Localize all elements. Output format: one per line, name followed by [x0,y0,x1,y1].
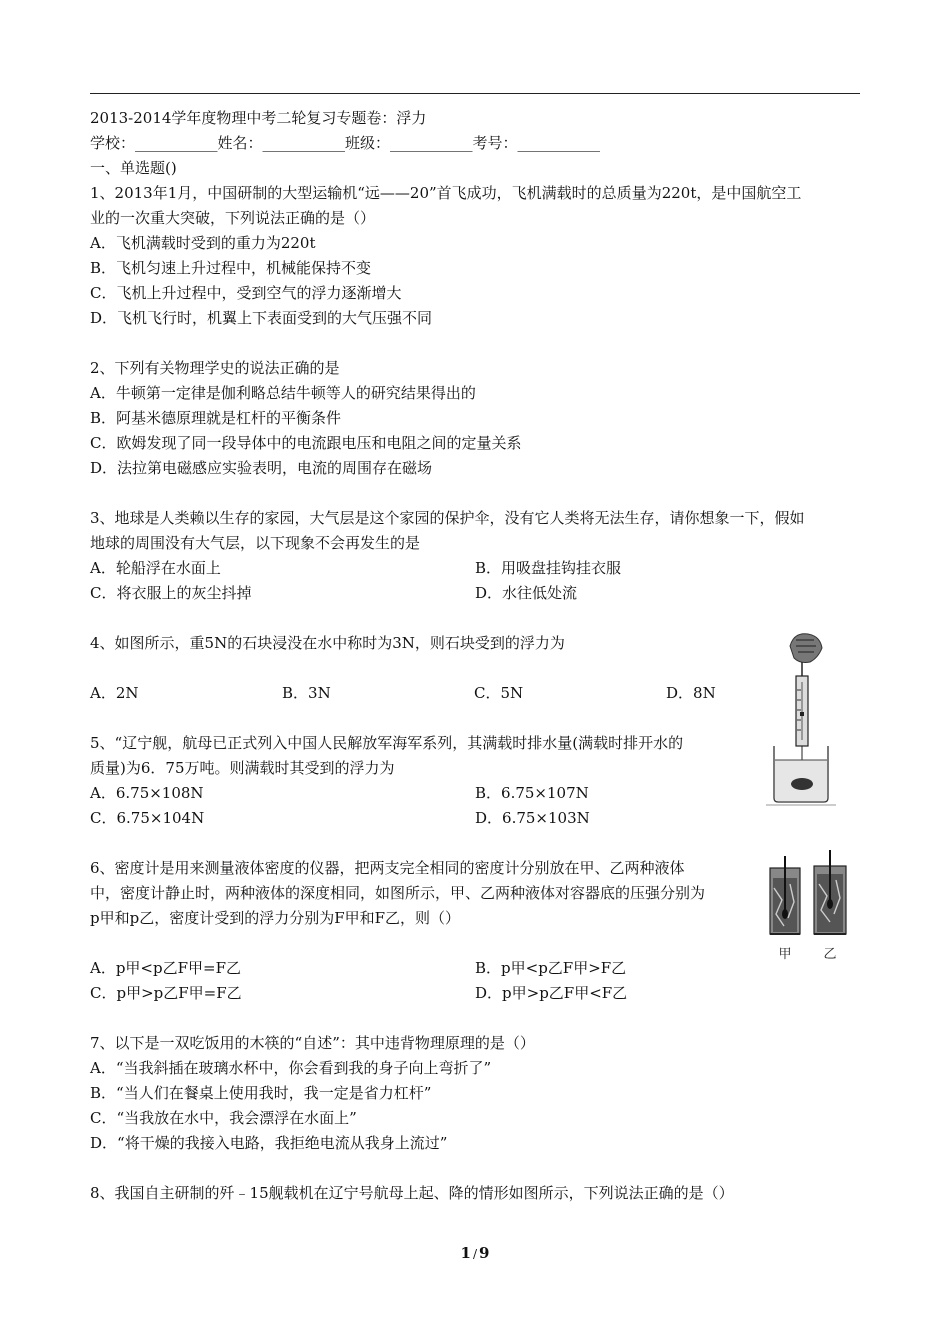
question-stem: 6、密度计是用来测量液体密度的仪器，把两支完全相同的密度计分别放在甲、乙两种液体 [90,859,685,877]
question-stem: p甲和p乙，密度计受到的浮力分别为F甲和F乙，则（） [90,909,461,927]
question-stem: 业的一次重大突破，下列说法正确的是（） [90,209,376,227]
option-d: D．水往低处流 [475,584,578,602]
question-stem: 5、“辽宁舰，航母已正式列入中国人民解放军海军系列，其满载时排水量(满载时排开水的 [90,734,684,752]
question-stem: 中，密度计静止时，两种液体的深度相同，如图所示，甲、乙两种液体对容器底的压强分别为 [90,884,706,902]
question-stem: 8、我国自主研制的歼﹣15舰载机在辽宁号航母上起、降的情形如图所示，下列说法正确的是（） [90,1184,734,1202]
option-c: C．将衣服上的灰尘抖掉 [90,584,252,602]
option-d: D．8N [666,684,716,702]
question-6 [90,856,860,1006]
option-c: C．p甲>p乙F甲=F乙 [90,984,242,1002]
option-a: A．6.75×108N [90,784,204,802]
question-8 [90,1181,860,1206]
option-a: A．p甲<p乙F甲=F乙 [90,959,241,977]
option-d: D．法拉第电磁感应实验表明，电流的周围存在磁场 [90,459,433,477]
total-pages: 9 [479,1244,490,1262]
document-title: 2013-2014学年度物理中考二轮复习专题卷：浮力 [90,109,427,127]
option-d: D．p甲>p乙F甲<F乙 [475,984,628,1002]
current-page: 1 [460,1244,471,1262]
option-b: B．“当人们在餐桌上使用我时，我一定是省力杠杆” [90,1084,432,1102]
option-a: A．“当我斜插在玻璃水杯中，你会看到我的身子向上弯折了” [90,1059,492,1077]
option-a: A．牛顿第一定律是伽利略总结牛顿等人的研究结果得出的 [90,384,476,402]
option-b: B．6.75×107N [475,784,589,802]
option-c: C．欧姆发现了同一段导体中的电流跟电压和电阻之间的定量关系 [90,434,522,452]
question-2 [90,356,860,481]
option-a: A．飞机满载时受到的重力为220t [90,234,316,252]
question-stem: 3、地球是人类赖以生存的家园，大气层是这个家园的保护伞，没有它人类将无法生存，请你想象一下，假如 [90,509,805,527]
question-4 [90,631,860,706]
question-1 [90,181,860,331]
option-c: C．“当我放在水中，我会漂浮在水面上” [90,1109,357,1127]
option-a: A．2N [90,684,139,702]
question-stem: 质量)为6．75万吨。则满载时其受到的浮力为 [90,759,395,777]
option-d: D．“将干燥的我接入电路，我拒绝电流从我身上流过” [90,1134,448,1152]
option-b: B．3N [282,684,331,702]
question-stem: 1、2013年1月，中国研制的大型运输机“远——20”首飞成功，飞机满载时的总质量为220t，是中国航空工 [90,184,802,202]
option-c: C．5N [474,684,524,702]
figure-label-jia: 甲 [778,947,792,962]
question-5 [90,731,860,831]
option-b: B．阿基米德原理就是杠杆的平衡条件 [90,409,342,427]
density-meter-figure [764,848,854,964]
question-stem: 地球的周围没有大气层，以下现象不会再发生的是 [90,534,421,552]
question-3 [90,506,860,606]
page-separator: / [472,1247,478,1261]
option-d: D．飞机飞行时，机翼上下表面受到的大气压强不同 [90,309,433,327]
student-info-line: 学校：___________姓名：___________班级：___________考号：___________ [90,134,601,152]
option-b: B．用吸盘挂钩挂衣服 [475,559,622,577]
document-content [90,106,860,1206]
option-c: C．6.75×104N [90,809,205,827]
option-d: D．6.75×103N [475,809,590,827]
header-rule [90,93,860,94]
option-b: B．p甲<p乙F甲>F乙 [475,959,627,977]
spring-scale-figure [766,628,838,808]
figure-label-yi: 乙 [823,947,837,962]
question-stem: 7、以下是一双吃饭用的木筷的“自述”：其中违背物理原理的是（） [90,1034,535,1052]
option-c: C．飞机上升过程中，受到空气的浮力逐渐增大 [90,284,402,302]
question-7 [90,1031,860,1156]
page-number [0,1244,950,1262]
section-heading: 一、单选题() [90,159,177,177]
option-b: B．飞机匀速上升过程中，机械能保持不变 [90,259,372,277]
option-a: A．轮船浮在水面上 [90,559,221,577]
question-stem: 4、如图所示，重5N的石块浸没在水中称时为3N，则石块受到的浮力为 [90,634,565,652]
question-stem: 2、下列有关物理学史的说法正确的是 [90,359,340,377]
